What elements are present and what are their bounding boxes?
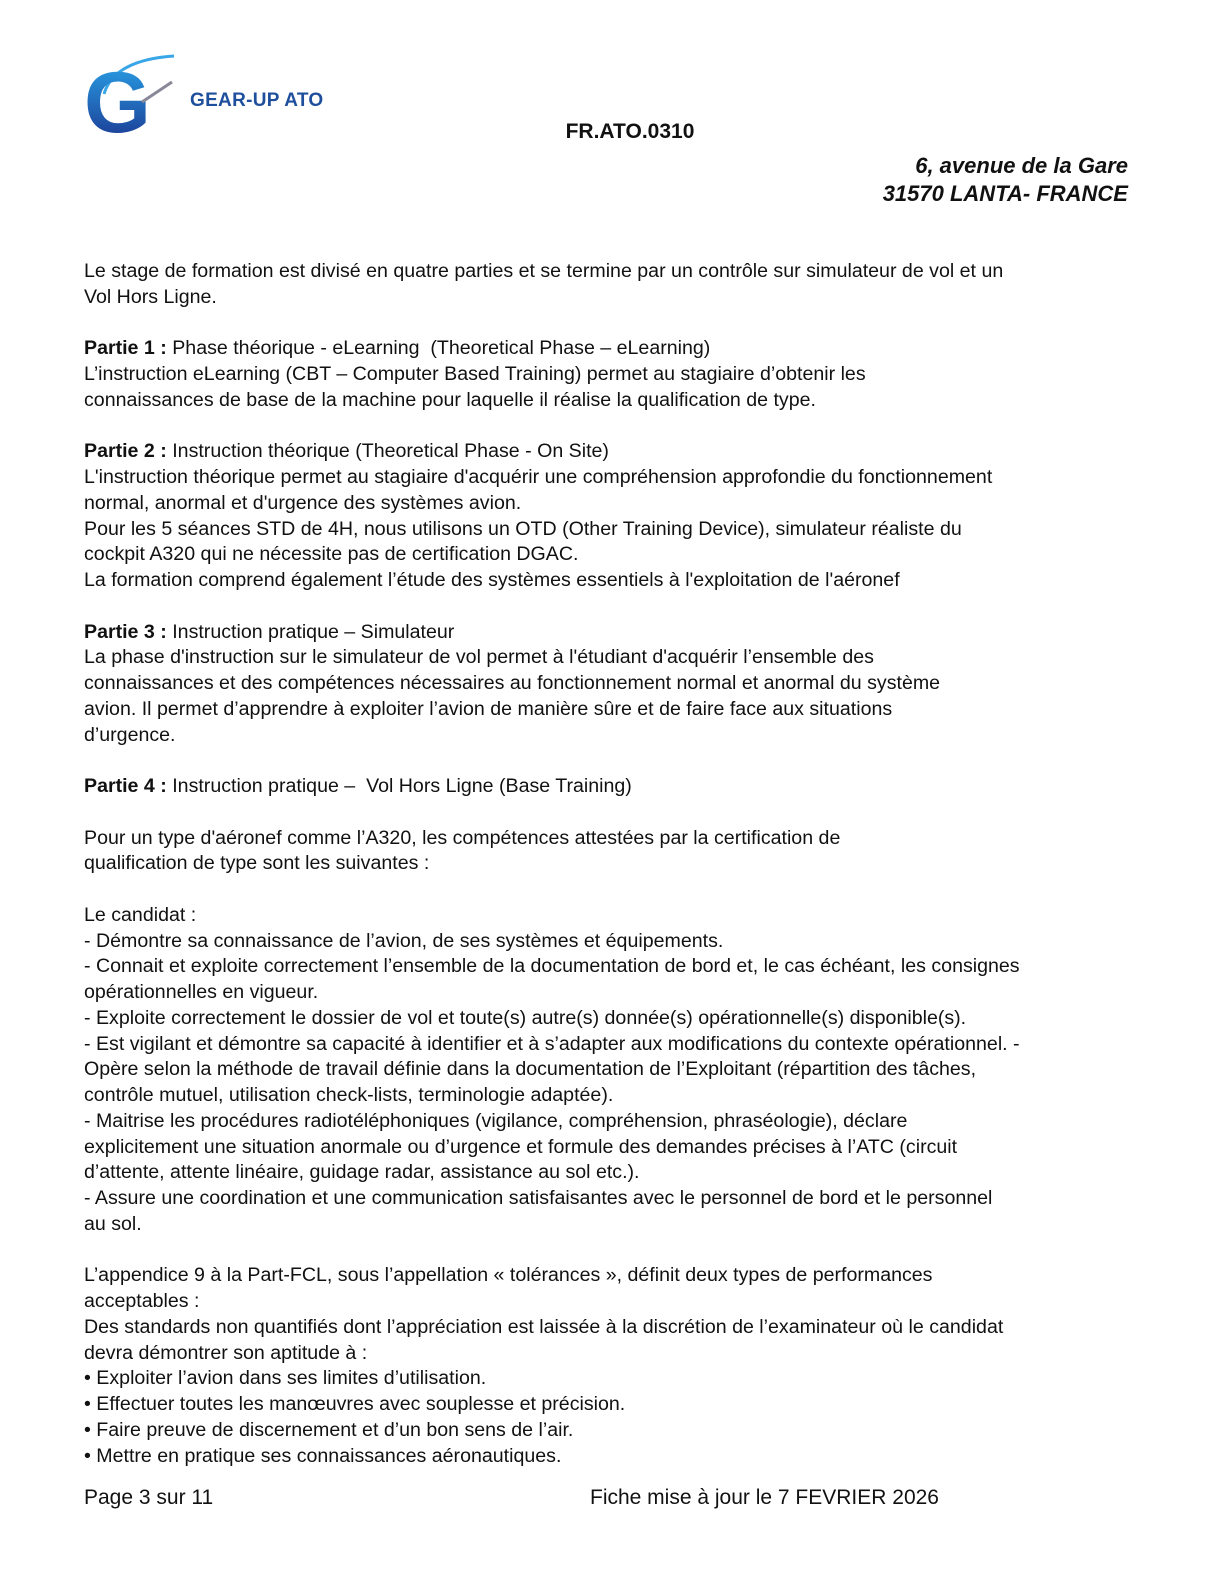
paragraph-gap [84,414,1020,440]
text-line [84,980,1020,1006]
line-text: - Maitrise les procédures radiotéléphoniques (vigilance, compréhension, phraséologie), déclare [84,1109,908,1132]
line-text: • Mettre en pratique ses connaissances aéronautiques. [84,1444,562,1467]
text-line [84,903,1020,929]
text-line [84,1032,1020,1058]
text-line [84,671,1020,697]
line-text: Le candidat : [84,903,197,926]
text-line [84,1418,1020,1444]
text-line [84,336,1020,362]
text-line [84,388,1020,414]
line-text: explicitement une situation anormale ou d’urgence et formule des demandes précises à l’ATC (circuit [84,1135,958,1158]
section-heading: Partie 1 : [84,337,167,360]
paragraph [84,336,1020,413]
text-line [84,1341,1020,1367]
line-text: acceptables : [84,1290,200,1312]
line-text: • Faire preuve de discernement et d’un bon sens de l’air. [84,1418,574,1441]
line-text: au sol. [84,1212,142,1235]
text-line [84,285,1020,311]
text-line [84,954,1020,980]
paragraph-gap [84,800,1020,826]
line-text: - Est vigilant et démontre sa capacité à identifier et à s’adapter aux modifications du contexte opérationnel. - [84,1032,1020,1055]
text-line [84,1315,1020,1341]
text-line [84,645,1020,671]
paragraph [84,774,1020,800]
line-text: d’attente, attente linéaire, guidage radar, assistance au sol etc.). [84,1161,640,1184]
line-text: - Assure une coordination et une communication satisfaisantes avec le personnel de bord et le personnel [84,1187,993,1209]
line-text: d’urgence. [84,723,176,746]
line-text: avion. Il permet d’apprendre à exploiter l’avion de manière sûre et de faire face aux situations [84,697,893,720]
ato-reference: FR.ATO.0310 [565,120,695,143]
line-text: • Exploiter l’avion dans ses limites d’utilisation. [84,1367,487,1390]
line-text: Instruction théorique (Theoretical Phase - On Site) [166,440,609,463]
line-text: L’appendice 9 à la Part-FCL, sous l’appellation « tolérances », définit deux types de performances [84,1264,933,1287]
address [883,152,1128,208]
line-text: connaissances de base de la machine pour laquelle il réalise la qualification de type. [84,388,816,411]
text-line [84,1160,1020,1186]
line-text: qualification de type sont les suivantes : [84,852,430,875]
line-text: opérationnelles en vigueur. [84,981,319,1003]
line-text: Le stage de formation est divisé en quatre parties et se termine par un contrôle sur simulateur de vol et un [84,260,1004,282]
text-line [84,1109,1020,1135]
text-line [84,1212,1020,1238]
section-heading: Partie 4 : [84,775,167,797]
line-text: normal, anormal et d'urgence des systèmes avion. [84,491,522,514]
line-text: L’instruction eLearning (CBT – Computer Based Training) permet au stagiaire d’obtenir les [84,363,866,385]
text-line [84,1083,1020,1109]
text-line [84,517,1020,543]
text-line [84,1057,1020,1083]
section-heading: Partie 3 : [84,620,167,643]
text-line [84,1366,1020,1392]
line-text: Des standards non quantifiés dont l’appréciation est laissée à la discrétion de l’examinateur où le candidat [84,1315,1004,1338]
line-text: - Démontre sa connaissance de l’avion, de ses systèmes et équipements. [84,929,724,952]
text-line [84,826,1020,852]
update-date: Fiche mise à jour le 7 FEVRIER 2026 [590,1486,939,1509]
line-text: Phase théorique - eLearning (Theoretical Phase – eLearning) [166,337,711,360]
line-text: Vol Hors Ligne. [84,285,217,308]
line-text: devra démontrer son aptitude à : [84,1341,368,1364]
line-text: La phase d'instruction sur le simulateur de vol permet à l'étudiant d'acquérir l’ensemble des [84,646,874,669]
text-line [84,1392,1020,1418]
line-text: cockpit A320 qui ne nécessite pas de certification DGAC. [84,543,579,566]
page-number: Page 3 sur 11 [84,1486,214,1509]
paragraph [84,620,1020,749]
text-line [84,465,1020,491]
logo-text: GEAR-UP ATO [190,90,324,111]
line-text: Pour les 5 séances STD de 4H, nous utilisons un OTD (Other Training Device), simulateur réaliste du [84,517,962,540]
paragraph [84,439,1020,594]
text-line [84,1006,1020,1032]
address-line-2: 31570 LANTA- FRANCE [882,181,1128,206]
text-line [84,1135,1020,1161]
text-line [84,929,1020,955]
line-text: La formation comprend également l’étude des systèmes essentiels à l'exploitation de l'aéronef [84,569,900,591]
line-text: • Effectuer toutes les manœuvres avec souplesse et précision. [84,1393,626,1415]
text-line [84,697,1020,723]
text-line [84,491,1020,517]
line-text: connaissances et des compétences nécessaires au fonctionnement normal et anormal du système [84,672,941,694]
document-body [84,259,1020,1469]
paragraph [84,903,1020,1238]
line-text: L'instruction théorique permet au stagiaire d'acquérir une compréhension approfondie du fonctionnement [84,466,993,488]
line-text: Instruction pratique – Simulateur [166,620,455,643]
text-line [84,1289,1020,1315]
paragraph [84,259,1020,311]
line-text: Pour un type d'aéronef comme l’A320, les compétences attestées par la certification de [84,826,841,849]
text-line [84,774,1020,800]
paragraph-gap [84,1238,1020,1264]
paragraph [84,826,1020,878]
paragraph-gap [84,594,1020,620]
address-line-1: 6, avenue de la Gare [915,153,1128,178]
text-line [84,851,1020,877]
paragraph-gap [84,311,1020,337]
paragraph [84,1263,1020,1469]
text-line [84,362,1020,388]
text-line [84,542,1020,568]
line-text: contrôle mutuel, utilisation check-lists, terminologie adaptée). [84,1084,614,1106]
section-heading: Partie 2 : [84,440,167,463]
text-line [84,439,1020,465]
text-line [84,620,1020,646]
text-line [84,1186,1020,1212]
svg-text:G: G [84,55,151,138]
text-line [84,259,1020,285]
line-text: Opère selon la méthode de travail définie dans la documentation de l’Exploitant (répartition des tâches, [84,1058,977,1081]
paragraph-gap [84,748,1020,774]
text-line [84,1444,1020,1470]
text-line [84,568,1020,594]
line-text: - Exploite correctement le dossier de vol et toute(s) autre(s) donnée(s) opérationnelle(s) disponible(s). [84,1006,967,1029]
text-line [84,1263,1020,1289]
paragraph-gap [84,877,1020,903]
line-text: - Connait et exploite correctement l’ensemble de la documentation de bord et, le cas échéant, les consignes [84,955,1020,978]
text-line [84,723,1020,749]
line-text: Instruction pratique – Vol Hors Ligne (Base Training) [166,775,632,797]
